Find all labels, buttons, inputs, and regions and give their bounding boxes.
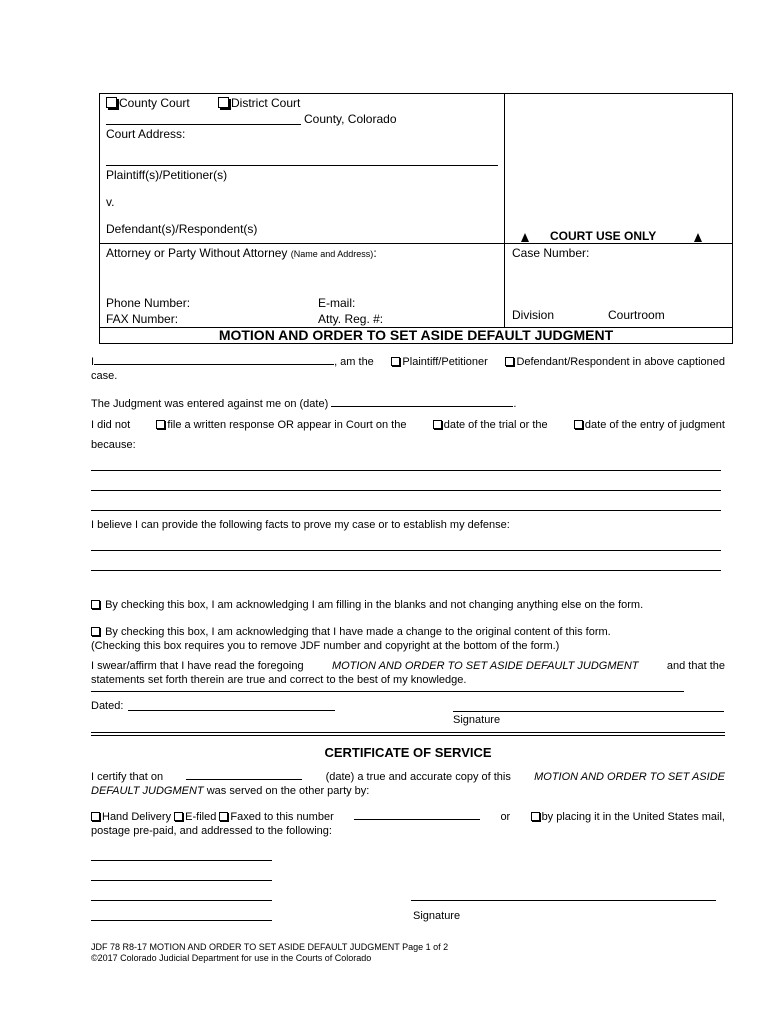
county-colorado-label: County, Colorado (304, 112, 397, 126)
court-use-only-label: COURT USE ONLY (550, 229, 657, 243)
county-court-option[interactable]: County Court (106, 96, 190, 110)
plaintiff-label: Plaintiff(s)/Petitioner(s) (106, 168, 228, 182)
up-arrow-icon (521, 229, 529, 247)
court-address-label: Court Address: (106, 127, 186, 141)
name-blank[interactable] (94, 353, 334, 365)
swear-underline (91, 691, 684, 692)
believe-label: I believe I can provide the following facts to prove my case or to establish my defense: (91, 519, 510, 531)
checkbox-icon[interactable] (156, 420, 165, 429)
checkbox-icon[interactable] (174, 812, 183, 821)
checkbox-icon[interactable] (106, 97, 117, 108)
dated-label: Dated: (91, 700, 124, 712)
divider (91, 732, 725, 733)
certificate-signature-label: Signature (413, 910, 461, 922)
address-line[interactable] (91, 860, 272, 861)
checkbox-icon[interactable] (574, 420, 583, 429)
because-line[interactable] (91, 490, 721, 491)
atty-reg-label: Atty. Reg. #: (318, 312, 384, 326)
ack-checkbox-2: By checking this box, I am acknowledging that I have made a change to the original content of this form. (Checking this box requires you to remove JDF number and copyright at the bottom of the form.) (91, 626, 611, 652)
swear-statement: I swear/affirm that I have read the foregoing MOTION AND ORDER TO SET ASIDE DEFAULT JUDGMENT and that the statements set forth therein are true and correct to the best of my knowledge. (91, 660, 725, 686)
county-blank[interactable] (106, 124, 301, 125)
fax-label: FAX Number: (106, 312, 179, 326)
judgment-date-line: The Judgment was entered against me on (date) . (91, 395, 516, 411)
party-statement: I , am the Plaintiff/Petitioner Defendant/Respondent in above captioned case. (91, 353, 725, 383)
division-label: Division (512, 308, 555, 322)
versus-label: v. (106, 195, 115, 209)
certificate-heading: CERTIFICATE OF SERVICE (324, 745, 492, 760)
email-label: E-mail: (318, 296, 356, 310)
signature-line[interactable] (453, 711, 724, 712)
checkbox-icon[interactable] (531, 812, 540, 821)
defense-line[interactable] (91, 570, 721, 571)
attorney-label: Attorney or Party Without Attorney (Name and Address): (106, 246, 377, 260)
because-line[interactable] (91, 470, 721, 471)
footer-form-id: JDF 78 R8-17 MOTION AND ORDER TO SET ASIDE DEFAULT JUDGMENT Page 1 of 2 (91, 942, 449, 952)
checkbox-icon[interactable] (91, 812, 100, 821)
footer (91, 942, 448, 964)
defense-line[interactable] (91, 550, 721, 551)
fax-number-blank[interactable] (354, 808, 480, 820)
court-address-blank[interactable] (106, 165, 498, 166)
dated-blank[interactable] (128, 710, 335, 711)
checkbox-icon[interactable] (505, 357, 514, 366)
because-line[interactable] (91, 510, 721, 511)
did-not-statement: I did not file a written response OR appear in Court on the date of the trial or the date of the entry of judgment because: (91, 419, 725, 451)
judgment-date-blank[interactable] (331, 395, 513, 407)
courtroom-label: Courtroom (608, 308, 665, 322)
certify-statement: I certify that on (date) a true and accurate copy of this MOTION AND ORDER TO SET ASIDE DEFAULT JUDGMENT was served on the other party by: (91, 768, 725, 798)
divider (91, 735, 725, 736)
signature-label: Signature (453, 714, 501, 726)
address-line[interactable] (91, 900, 272, 901)
checkbox-icon[interactable] (91, 600, 100, 609)
address-line[interactable] (91, 920, 272, 921)
defendant-label: Defendant(s)/Respondent(s) (106, 222, 258, 236)
district-court-option[interactable]: District Court (218, 96, 300, 110)
up-arrow-icon (694, 229, 702, 247)
ack-checkbox-1: By checking this box, I am acknowledging I am filling in the blanks and not changing anything else on the form. (91, 598, 643, 612)
footer-copyright: ©2017 Colorado Judicial Department for use in the Courts of Colorado (91, 953, 372, 963)
checkbox-icon[interactable] (433, 420, 442, 429)
case-number-label: Case Number: (512, 246, 590, 260)
checkbox-icon[interactable] (391, 357, 400, 366)
checkbox-icon[interactable] (219, 812, 228, 821)
service-method: Hand Delivery E-filed Faxed to this number or by placing it in the United States mail, postage pre-paid, and addressed to the following: (91, 808, 725, 838)
phone-label: Phone Number: (106, 296, 191, 310)
checkbox-icon[interactable] (91, 627, 100, 636)
service-date-blank[interactable] (186, 768, 302, 780)
address-line[interactable] (91, 880, 272, 881)
checkbox-icon[interactable] (218, 97, 229, 108)
form-title: MOTION AND ORDER TO SET ASIDE DEFAULT JUDGMENT (218, 327, 614, 343)
certificate-signature-line[interactable] (411, 900, 716, 901)
